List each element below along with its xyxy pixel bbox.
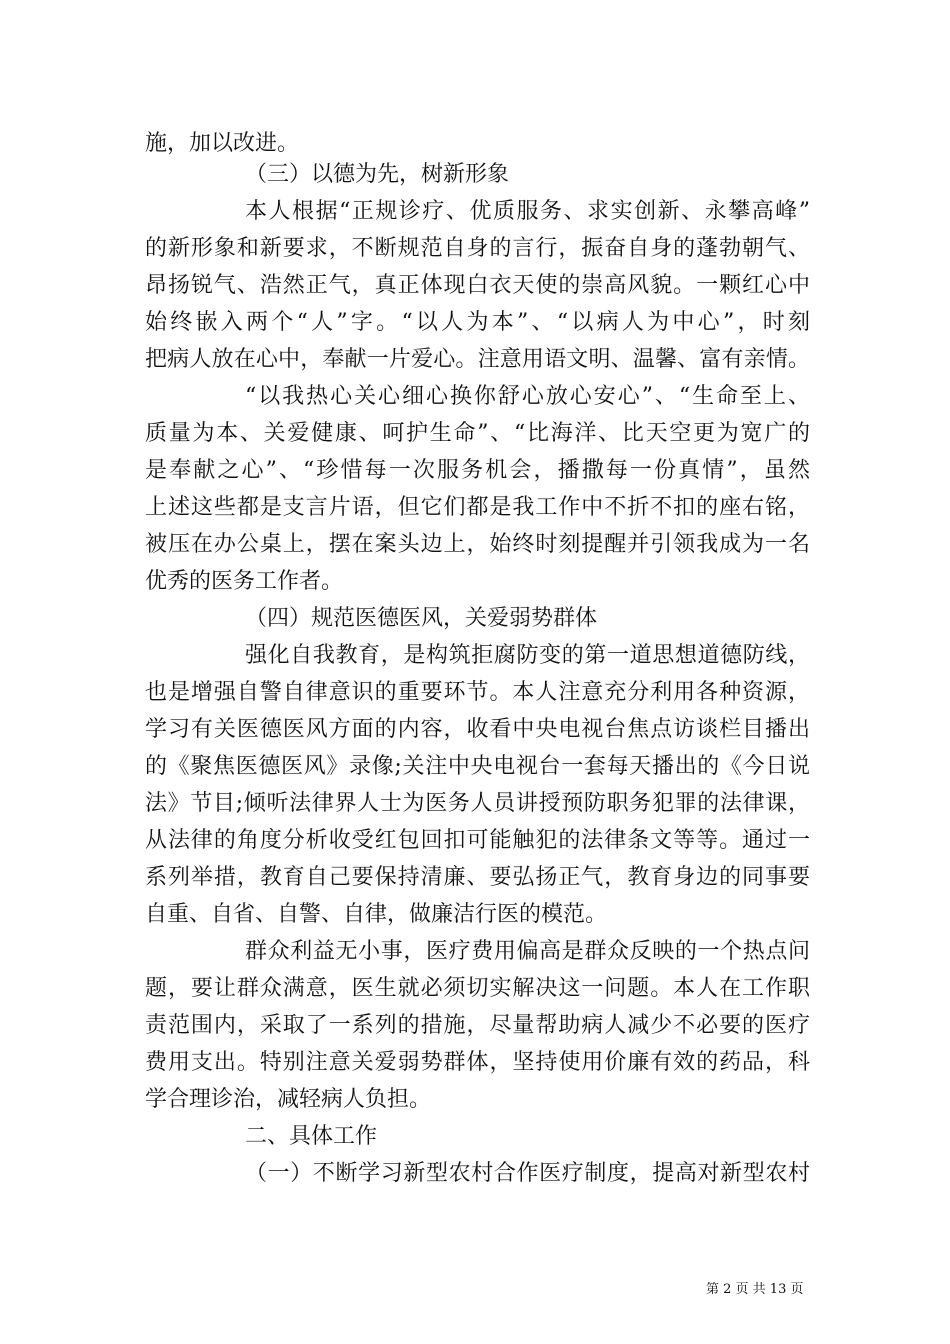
- text-line: 质量为本、关爱健康、呵护生命”、“比海洋、比天空更为宽广的: [145, 421, 810, 446]
- text-line: 本人根据“正规诊疗、优质服务、求实创新、永攀高峰”: [245, 199, 810, 224]
- text-line: 法》节目;倾听法律界人士为医务人员讲授预防职务犯罪的法律课，: [145, 791, 810, 816]
- text-line: 上述这些都是支言片语，但它们都是我工作中不折不扣的座右铭，: [145, 495, 810, 520]
- text-line: 的新形象和新要求，不断规范自身的言行，振奋自身的蓬勃朝气、: [145, 236, 810, 261]
- text-line: 优秀的医务工作者。: [145, 569, 344, 594]
- text-line: 被压在办公桌上，摆在案头边上，始终时刻提醒并引领我成为一名: [145, 532, 810, 557]
- text-line: 从法律的角度分析收受红包回扣可能触犯的法律条文等等。通过一: [145, 828, 810, 853]
- text-line: （一）不断学习新型农村合作医疗制度，提高对新型农村: [245, 1161, 810, 1186]
- section-heading: （四）规范医德医风，关爱弱势群体: [245, 606, 598, 631]
- text-line: 始终嵌入两个“人”字。“以人为本”、“以病人为中心”，时刻: [145, 310, 810, 335]
- text-line: 把病人放在心中，奉献一片爱心。注意用语文明、温馨、富有亲情。: [145, 347, 810, 372]
- text-line: 题，要让群众满意，医生就必须切实解决这一问题。本人在工作职: [145, 976, 810, 1001]
- section-heading: （三）以德为先，树新形象: [245, 162, 510, 187]
- text-line: 施，加以改进。: [145, 131, 300, 156]
- text-line: 责范围内，采取了一系列的措施，尽量帮助病人减少不必要的医疗: [145, 1013, 810, 1038]
- text-line: 学合理诊治，减轻病人负担。: [145, 1087, 432, 1112]
- text-line: 学习有关医德医风方面的内容，收看中央电视台焦点访谈栏目播出: [145, 717, 810, 742]
- text-line: 系列举措，教育自己要保持清廉、要弘扬正气，教育身边的同事要: [145, 865, 810, 890]
- text-line: 昂扬锐气、浩然正气，真正体现白衣天使的崇高风貌。一颗红心中: [145, 273, 810, 298]
- text-line: 也是增强自警自律意识的重要环节。本人注意充分利用各种资源，: [145, 680, 810, 705]
- text-line: 是奉献之心”、“珍惜每一次服务机会，播撒每一份真情”，虽然: [145, 458, 810, 483]
- section-heading: 二、具体工作: [245, 1124, 378, 1149]
- text-line: “以我热心关心细心换你舒心放心安心”、“生命至上、: [245, 384, 810, 409]
- text-line: 费用支出。特别注意关爱弱势群体，坚持使用价廉有效的药品，科: [145, 1050, 810, 1075]
- page-number-footer: 第 2 页 共 13 页: [706, 1282, 804, 1297]
- text-line: 强化自我教育，是构筑拒腐防变的第一道思想道德防线，: [245, 643, 810, 668]
- text-line: 的《聚焦医德医风》录像;关注中央电视台一套每天播出的《今日说: [145, 754, 810, 779]
- text-line: 群众利益无小事，医疗费用偏高是群众反映的一个热点问: [245, 939, 810, 964]
- text-line: 自重、自省、自警、自律，做廉洁行医的模范。: [145, 902, 608, 927]
